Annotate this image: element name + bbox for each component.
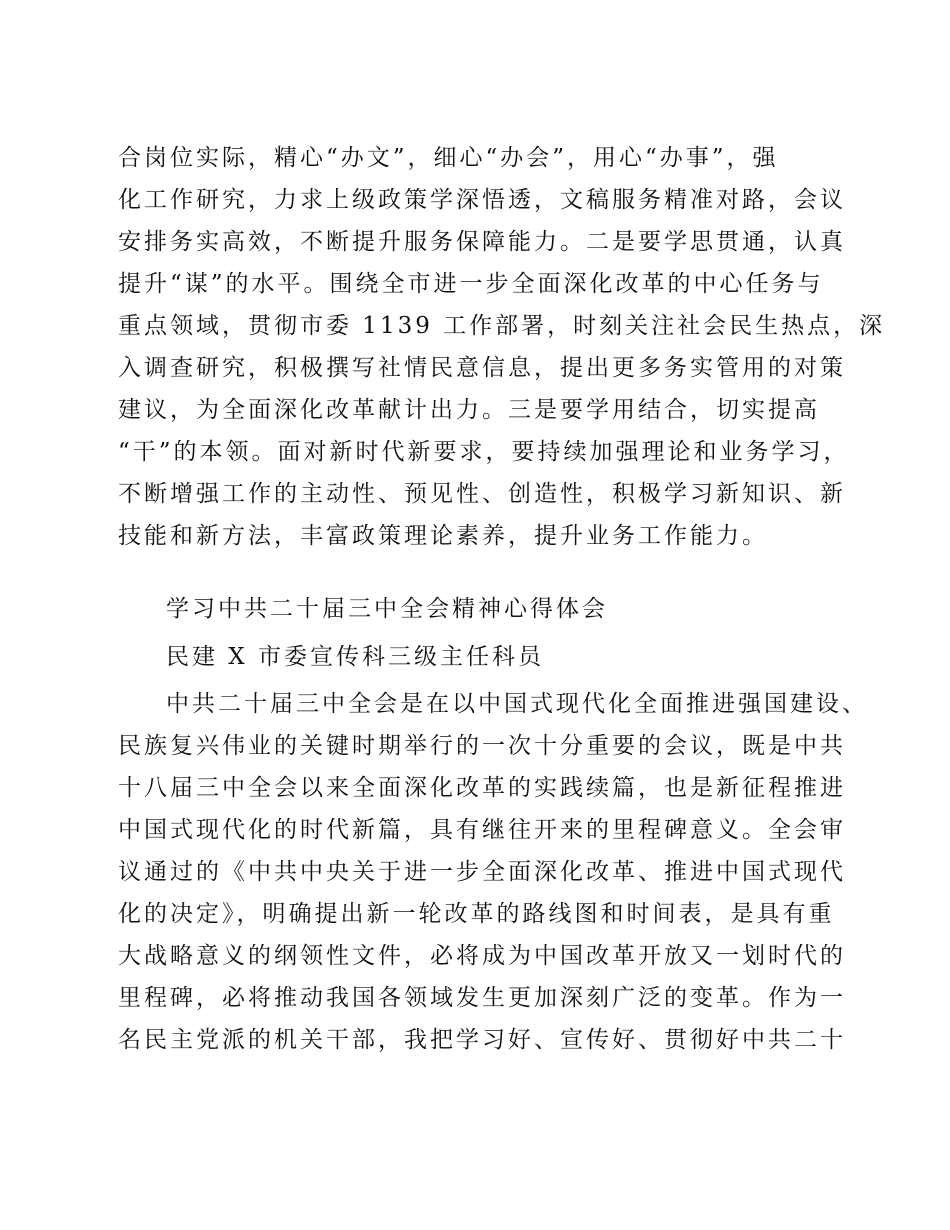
paragraph-line: 建议，为全面深化改革献计出力。三是要学用结合，切实提高 [118,397,820,423]
paragraph-line: 化的决定》，明确提出新一轮改革的路线图和时间表，是具有重 [118,901,835,927]
paragraph-line: 化工作研究，力求上级政策学深悟透，文稿服务精准对路，会议 [118,187,846,213]
paragraph-continued [118,137,886,557]
article-author: 民建 X 市委宣传科三级主任科员 [166,644,544,670]
paragraph-line: 中共二十届三中全会是在以中国式现代化全面推进强国建设、 [166,691,868,717]
paragraph-line: 重点领域，贯彻市委 1139 工作部署，时刻关注社会民生热点，深 [118,313,886,339]
paragraph-intro [118,683,868,1061]
paragraph-line: 不断增强工作的主动性、预见性、创造性，积极学习新知识、新 [118,481,846,507]
article-title: 学习中共二十届三中全会精神心得体会 [166,596,608,622]
paragraph-line: 民族复兴伟业的关键时期举行的一次十分重要的会议，既是中共 [118,733,846,759]
paragraph-line: 安排务实高效，不断提升服务保障能力。二是要学思贯通，认真 [118,229,846,255]
paragraph-line: 大战略意义的纲领性文件，必将成为中国改革开放又一划时代的 [118,943,846,969]
paragraph-line: 议通过的《中共中央关于进一步全面深化改革、推进中国式现代 [118,859,846,885]
paragraph-line: 里程碑，必将推动我国各领域发生更加深刻广泛的变革。作为一 [118,985,846,1011]
paragraph-line: 中国式现代化的时代新篇，具有继往开来的里程碑意义。全会审 [118,817,846,843]
article-heading [118,588,838,678]
paragraph-line: 名民主党派的机关干部，我把学习好、宣传好、贯彻好中共二十 [118,1027,846,1053]
paragraph-line: 技能和新方法，丰富政策理论素养，提升业务工作能力。 [118,523,768,549]
paragraph-line: 合岗位实际，精心“办文”，细心“办会”，用心“办事”，强 [118,145,779,171]
paragraph-line: “干”的本领。面对新时代新要求，要持续加强理论和业务学习， [118,439,850,465]
paragraph-line: 提升“谋”的水平。围绕全市进一步全面深化改革的中心任务与 [118,271,824,297]
paragraph-line: 十八届三中全会以来全面深化改革的实践续篇，也是新征程推进 [118,775,846,801]
paragraph-line: 入调查研究，积极撰写社情民意信息，提出更多务实管用的对策 [118,355,846,381]
